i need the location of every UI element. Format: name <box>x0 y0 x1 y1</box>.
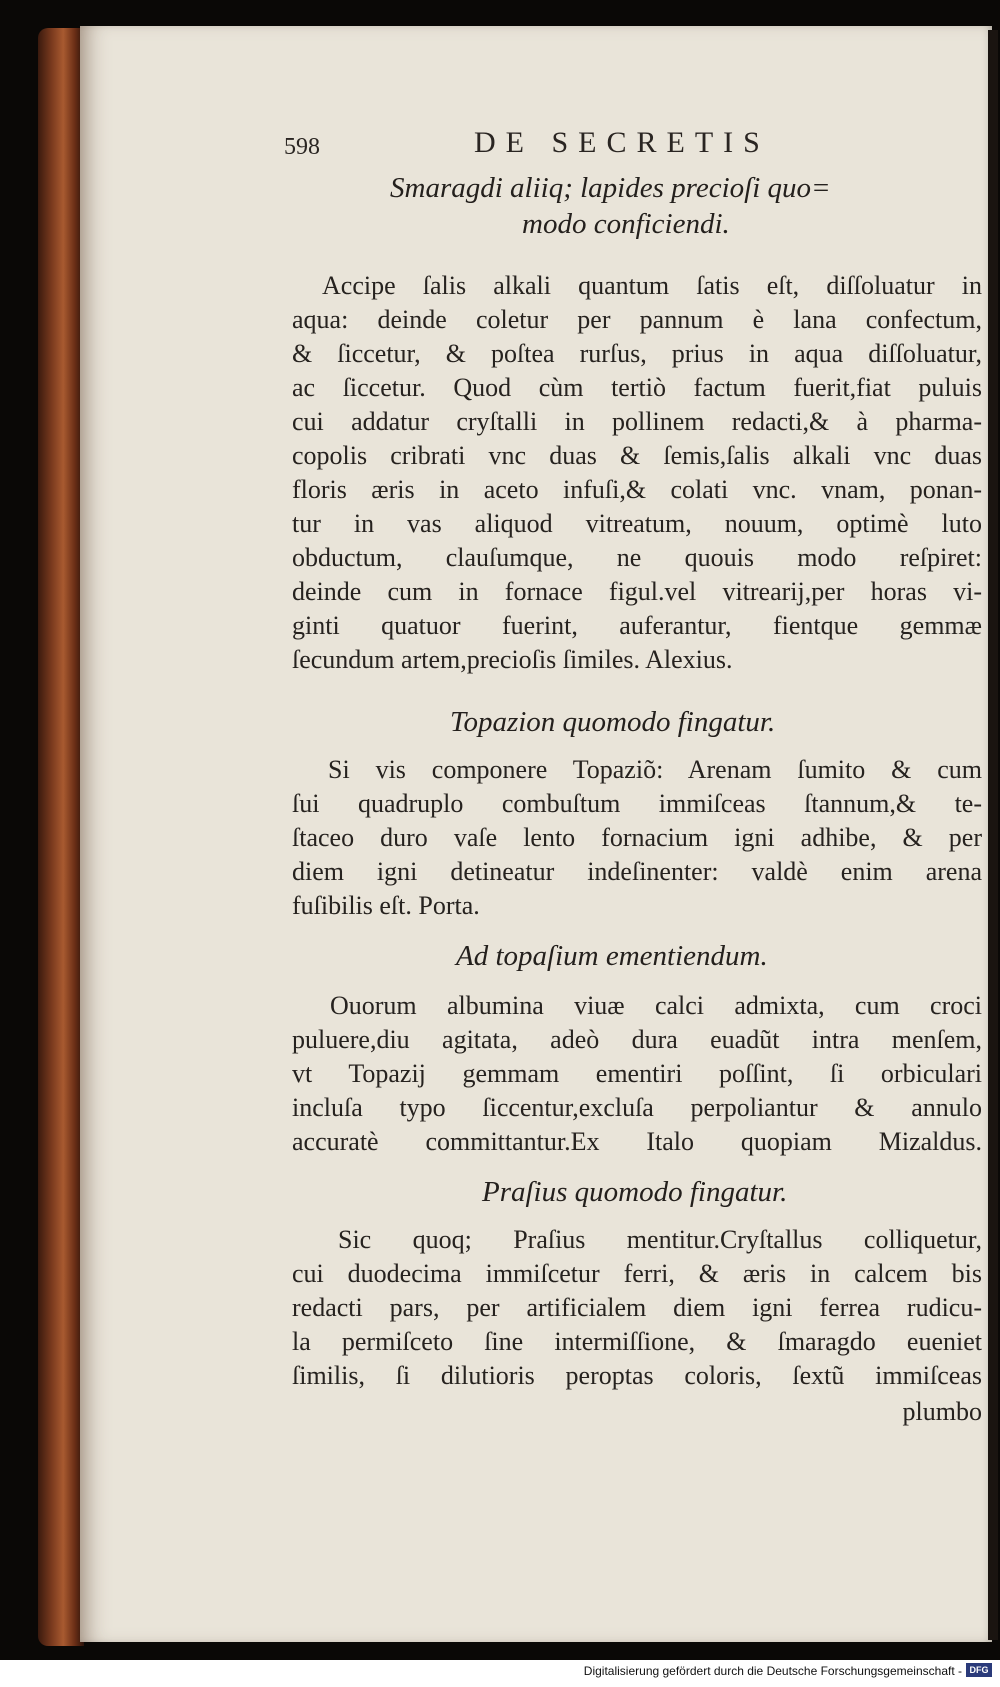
section-title: Praſius quomodo fingatur. <box>482 1176 788 1208</box>
page-header-title: DE SECRETIS <box>474 126 770 159</box>
text-line: tur in vas aliquod vitreatum, nouum, optimè luto <box>292 509 982 538</box>
text-line: deinde cum in fornace figul.vel vitrearij,per horas vi- <box>292 577 982 606</box>
text-line: ſtaceo duro vaſe lento fornacium igni adhibe, & per <box>292 823 982 852</box>
page-number: 598 <box>284 134 320 160</box>
text-line: copolis cribrati vnc duas & ſemis,ſalis alkali vnc duas <box>292 441 982 470</box>
running-head <box>284 126 804 170</box>
text-line: puluere,diu agitata, adeò dura euadũt intra menſem, <box>292 1025 982 1054</box>
text-line: diem igni detineatur indeſinenter: valdè enim arena <box>292 857 982 886</box>
footer-funding-text: Digitalisierung gefördert durch die Deutsche Forschungsgemeinschaft - <box>583 1664 962 1678</box>
text-line: ſecundum artem,precioſis ſimiles. Alexius. <box>292 645 733 674</box>
text-line: redacti pars, per artificialem diem igni ferrea rudicu- <box>292 1293 982 1322</box>
text-line: & ſiccetur, & poſtea rurſus, prius in aqua diſſoluatur, <box>292 339 982 368</box>
text-line: cui addatur cryſtalli in pollinem redacti,& à pharma- <box>292 407 982 436</box>
text-line: cui duodecima immiſcetur ferri, & æris in calcem bis <box>292 1259 982 1288</box>
section-title: modo conficiendi. <box>522 208 730 240</box>
text-line: accuratè committantur.Ex Italo quopiam Mizaldus. <box>292 1127 982 1156</box>
text-line: ſui quadruplo combuſtum immiſceas ſtannum,& te- <box>292 789 982 818</box>
text-line: ginti quatuor fuerint, auferantur, fientque gemmæ <box>292 611 982 640</box>
section-title: Topazion quomodo fingatur. <box>450 706 776 738</box>
text-line: Sic quoq; Praſius mentitur.Cryſtallus colliquetur, <box>338 1225 982 1254</box>
catchword: plumbo <box>902 1397 982 1426</box>
text-line: obductum, clauſumque, ne quouis modo reſpiret: <box>292 543 982 572</box>
text-line: floris æris in aceto infuſi,& colati vnc. vnam, ponan- <box>292 475 982 504</box>
text-line: Ouorum albumina viuæ calci admixta, cum croci <box>330 991 982 1020</box>
text-line: incluſa typo ſiccentur,excluſa perpoliantur & annulo <box>292 1093 982 1122</box>
section-title: Ad topaſium ementiendum. <box>456 940 768 972</box>
text-line: ac ſiccetur. Quod cùm tertiò factum fuerit,fiat puluis <box>292 373 982 402</box>
text-line: ſimilis, ſi dilutioris peroptas coloris, ſextũ immiſceas <box>292 1361 982 1390</box>
text-line: fuſibilis eſt. Porta. <box>292 891 480 920</box>
page-right-shadow <box>988 30 998 1640</box>
text-line: Accipe ſalis alkali quantum ſatis eſt, diſſoluatur in <box>322 271 982 300</box>
dfg-logo-icon: DFG <box>966 1663 992 1677</box>
text-line: la permiſceto ſine intermiſſione, & ſmaragdo eueniet <box>292 1327 982 1356</box>
text-line: vt Topazij gemmam ementiri poſſint, ſi orbiculari <box>292 1059 982 1088</box>
book-fore-edge <box>38 28 84 1646</box>
text-line: aqua: deinde coletur per pannum è lana confectum, <box>292 305 982 334</box>
footer-bar <box>0 1660 1000 1687</box>
text-line: Si vis componere Topaziõ: Arenam ſumito & cum <box>328 755 982 784</box>
section-title: Smaragdi aliiq; lapides precioſi quo= <box>390 172 831 204</box>
